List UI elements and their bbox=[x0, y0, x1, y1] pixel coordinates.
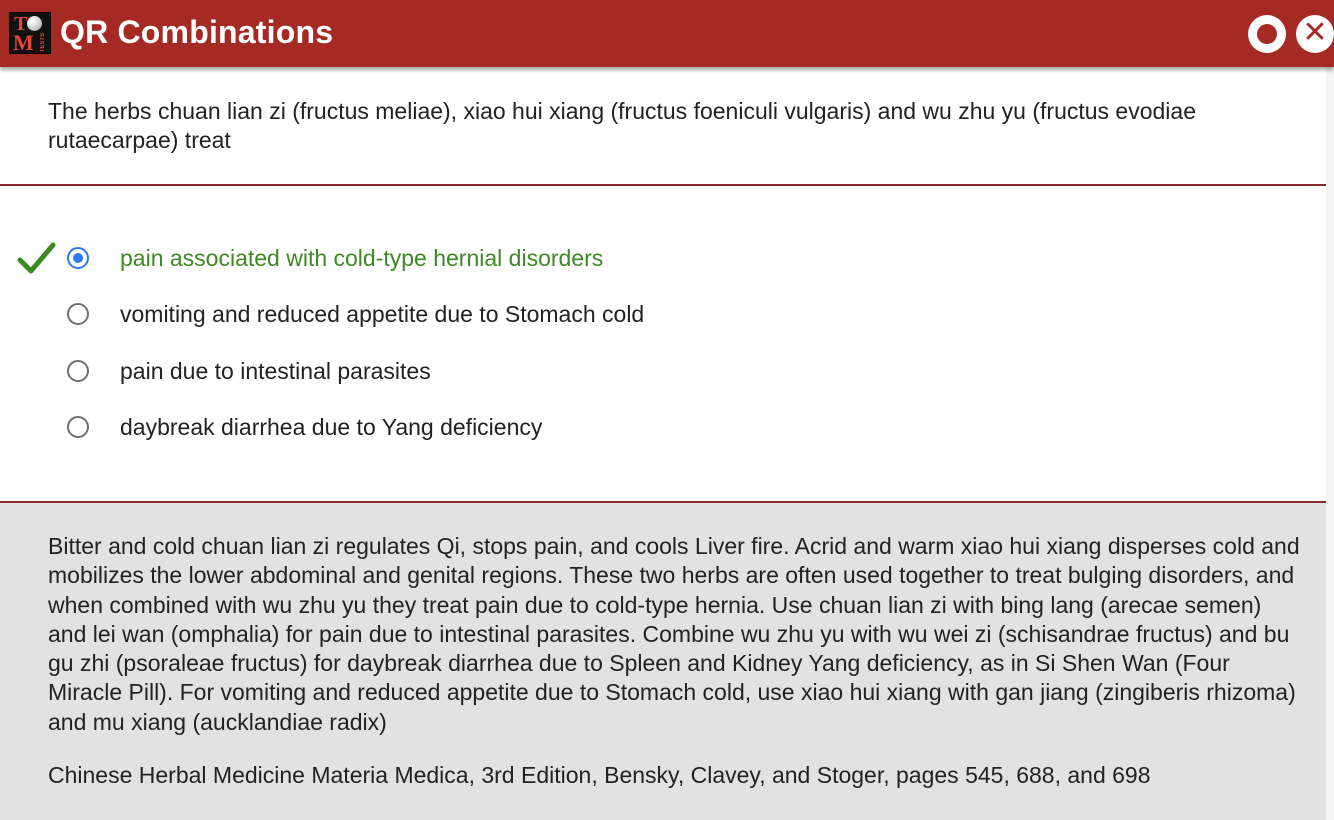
radio-button[interactable] bbox=[67, 416, 89, 438]
record-icon bbox=[1257, 24, 1277, 44]
reference-citation: Chinese Herbal Medicine Materia Medica, 3rd Edition, Bensky, Clavey, and Stoger, pages 545, 688, and 698 bbox=[48, 762, 1151, 788]
answer-option-3[interactable] bbox=[0, 351, 1326, 391]
option-label[interactable]: pain due to intestinal parasites bbox=[120, 357, 431, 384]
scrollbar-track[interactable] bbox=[1326, 67, 1334, 820]
option-label[interactable]: daybreak diarrhea due to Yang deficiency bbox=[120, 413, 543, 440]
option-label[interactable]: pain associated with cold-type hernial disorders bbox=[120, 244, 604, 271]
app-logo: T M TESTS bbox=[9, 12, 51, 54]
close-button[interactable] bbox=[1296, 15, 1334, 53]
close-icon: ✕ bbox=[1302, 15, 1328, 50]
radio-button[interactable] bbox=[67, 360, 89, 382]
radio-button[interactable] bbox=[67, 247, 89, 269]
question-text: The herbs chuan lian zi (fructus meliae), xiao hui xiang (fructus foeniculi vulgaris) and wu zhu yu (fructus evodiae rutaecarpae) treat bbox=[48, 98, 1197, 153]
explanation-text: Bitter and cold chuan lian zi regulates Qi, stops pain, and cools Liver fire. Acrid and warm xiao hui xiang disperses cold and mobilizes the lower abdominal and genital regions. These two herbs are often used together to treat bulging disorders, and when combined with wu zhu yu they treat pain due to cold-type hernia. Use chuan lian zi with bing lang (arecae semen) and lei wan (omphalia) for pain due to intestinal parasites. Combine wu zhu yu with wu wei zi (schisandrae fructus) and bu gu zhi (psoraleae fructus) for daybreak diarrhea due to Spleen and Kidney Yang deficiency, as in Si Shen Wan (Four Miracle Pill). For vomiting and reduced appetite due to Stomach cold, use xiao hui xiang with gan jiang (zingiberis rhizoma) and mu xiang (aucklandiae radix) bbox=[48, 533, 1300, 735]
record-button[interactable] bbox=[1248, 15, 1286, 53]
radio-button[interactable] bbox=[67, 303, 89, 325]
checkmark-icon bbox=[17, 238, 57, 278]
page-title: QR Combinations bbox=[60, 14, 334, 50]
answer-option-4[interactable] bbox=[0, 407, 1326, 447]
answer-option-1[interactable] bbox=[0, 238, 1326, 278]
answer-option-2[interactable] bbox=[0, 294, 1326, 334]
divider bbox=[0, 184, 1326, 186]
option-label[interactable]: vomiting and reduced appetite due to Stomach cold bbox=[120, 300, 645, 327]
header-bar bbox=[0, 0, 1334, 67]
